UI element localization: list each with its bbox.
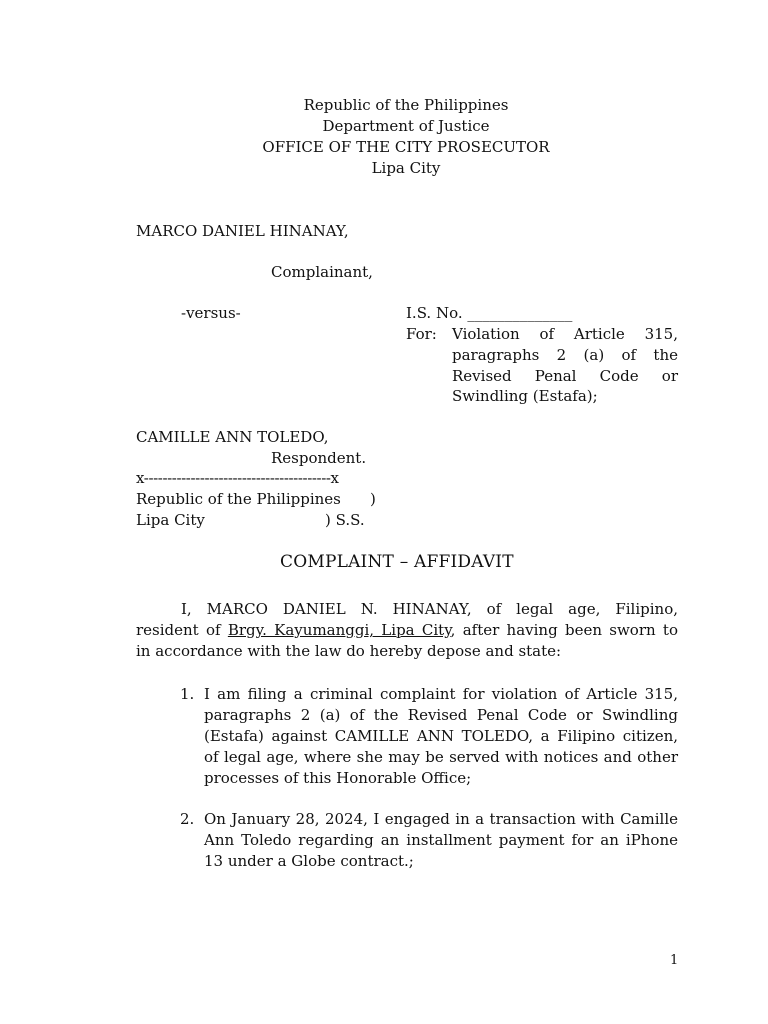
respondent-label: Respondent.	[271, 449, 367, 467]
intro-address: Brgy. Kayumanggi, Lipa City	[227, 621, 451, 639]
item-line: Ann Toledo regarding an installment payment for an iPhone	[204, 831, 678, 849]
page-number: 1	[670, 953, 679, 968]
venue-paren-1: )	[370, 490, 376, 508]
item-line: On January 28, 2024, I engaged in a transaction with Camille	[204, 810, 678, 828]
venue-city: Lipa City	[136, 511, 205, 529]
versus-label: -versus-	[181, 304, 241, 322]
item-line: (Estafa) against CAMILLE ANN TOLEDO, a Filipino citizen,	[204, 727, 678, 745]
header-city: Lipa City	[371, 159, 441, 177]
header-republic: Republic of the Philippines	[303, 96, 509, 114]
for-line-3: Revised Penal Code or	[452, 367, 678, 385]
intro-line-2	[136, 620, 678, 641]
item-number: 1.	[180, 685, 195, 703]
venue-republic: Republic of the Philippines	[136, 490, 341, 508]
for-line-1: Violation of Article 315,	[452, 325, 678, 343]
for-line-2: paragraphs 2 (a) of the	[452, 346, 678, 364]
document-title: COMPLAINT – AFFIDAVIT	[280, 552, 514, 572]
item-line: of legal age, where she may be served with notices and other	[204, 748, 678, 766]
for-label: For:	[406, 325, 437, 343]
item-line: 13 under a Globe contract.;	[204, 852, 414, 870]
complainant-label: Complainant,	[271, 263, 373, 281]
for-line-4: Swindling (Estafa);	[452, 387, 598, 405]
intro-sworn-text: , after having been sworn to	[450, 621, 678, 639]
item-line: paragraphs 2 (a) of the Revised Penal Code or Swindling	[204, 706, 678, 724]
item-number: 2.	[180, 810, 195, 828]
header-department: Department of Justice	[322, 117, 490, 135]
intro-line-1: I, MARCO DANIEL N. HINANAY, of legal age, Filipino,	[181, 600, 678, 618]
intro-resident-text: resident of	[136, 621, 228, 639]
intro-line-3: in accordance with the law do hereby depose and state:	[136, 642, 562, 660]
respondent-name: CAMILLE ANN TOLEDO,	[136, 428, 329, 446]
is-number: I.S. No. ______________	[406, 304, 573, 322]
caption-separator: x----------------------------------------x	[136, 469, 339, 487]
item-line: I am filing a criminal complaint for violation of Article 315,	[204, 685, 678, 703]
header-office: OFFICE OF THE CITY PROSECUTOR	[262, 138, 550, 156]
item-line: processes of this Honorable Office;	[204, 769, 472, 787]
venue-paren-2: ) S.S.	[325, 511, 365, 529]
complainant-name: MARCO DANIEL HINANAY,	[136, 222, 349, 240]
